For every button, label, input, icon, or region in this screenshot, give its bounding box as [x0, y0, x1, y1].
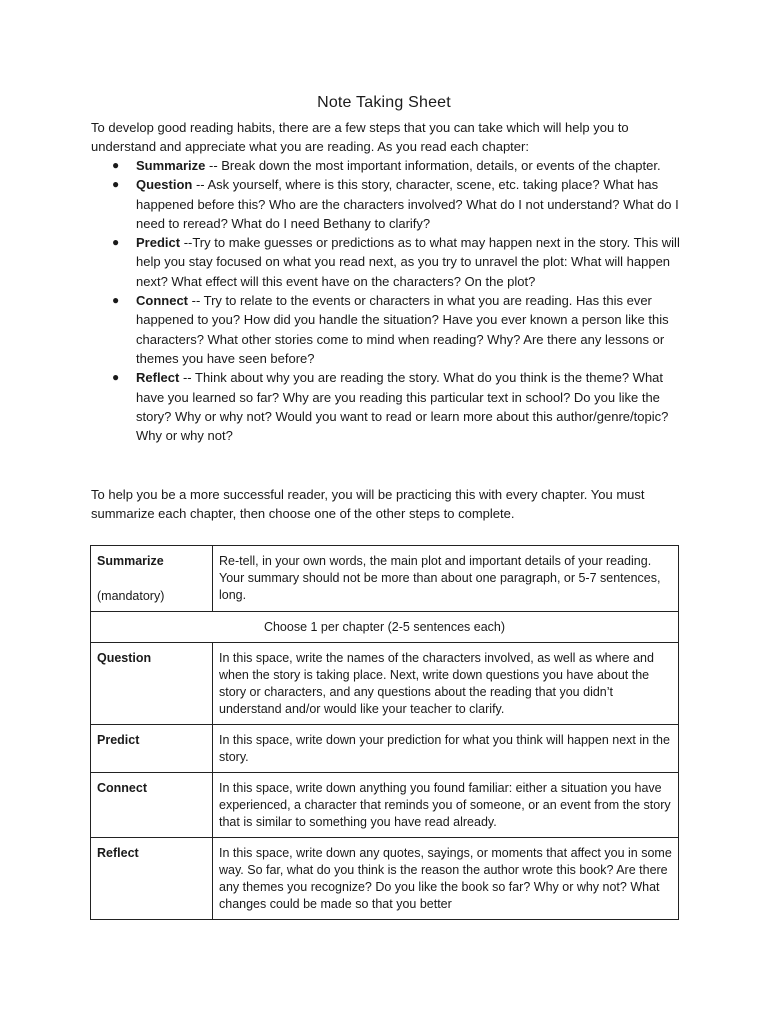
row-label: Question — [91, 643, 213, 725]
row-text-cell: In this space, write the names of the characters involved, as well as where and when the story is taking place. Next, write down questions you have about the story or characters, and any questions about the reading that you didn’t understand and/or would like your teacher to clarify. — [213, 643, 679, 725]
bullet-icon: ● — [112, 158, 120, 172]
note-table — [90, 545, 679, 920]
row-text-cell: In this space, write down any quotes, sayings, or moments that affect you in some way. So far, what do you think is the reason the author wrote this book? Are there any themes you recognize? Do you like the book so far? Why or why not? What changes could be made so that you better — [213, 838, 679, 920]
step-term: Predict — [136, 235, 181, 251]
row-label: Reflect — [91, 838, 213, 920]
step-text: -- Think about why you are reading the story. What do you think is the theme? What have you learned so far? Why are you reading this particular text in school? Do you like the story? Why or why not? Would you want to read or learn more about this author/genre/topic? Why or why not? — [136, 370, 669, 444]
table-row — [91, 773, 679, 838]
row-text-cell: In this space, write down anything you found familiar: either a situation you have experienced, a character that reminds you of someone, or an event from the story that is similar to something you have read already. — [213, 773, 679, 838]
bullet-icon: ● — [112, 293, 120, 308]
mandatory-note: (mandatory) — [97, 589, 165, 603]
step-text: --Try to make guesses or predictions as to what may happen next in the story. This will help you stay focused on what you read next, as you try to unravel the plot: What will happen next? What effect will this event have on the characters? On the plot? — [136, 235, 680, 289]
table-row — [91, 546, 679, 612]
list-item — [91, 175, 691, 233]
row-text-cell: In this space, write down your prediction for what you think will happen next in the story. — [213, 725, 679, 773]
intro-paragraph: To develop good reading habits, there are a few steps that you can take which will help you to understand and appreciate what you are reading. As you read each chapter: — [91, 120, 629, 155]
table-row — [91, 643, 679, 725]
bullet-icon: ● — [112, 235, 120, 250]
page-title: Note Taking Sheet — [317, 94, 451, 111]
step-term: Summarize — [136, 158, 206, 173]
step-text: -- Ask yourself, where is this story, character, scene, etc. taking place? What has happened before this? Who are the characters involved? What do I not understand? What do I need to reread? What do I need Bethany to clarify? — [136, 177, 679, 231]
step-term: Question — [136, 177, 193, 193]
row-text-cell: Re-tell, in your own words, the main plot and important details of your reading. Your summary should not be more than about one paragraph, or 5-7 sentences, long. — [213, 546, 679, 612]
row-label-cell — [91, 546, 213, 612]
step-text: -- Try to relate to the events or characters in what you are reading. Has this ever happened to you? How did you handle the situation? Have you ever known a person like this characters? What other stories come to mind when reading? Why? Are there any lessons or themes you have seen before? — [136, 293, 669, 366]
table-row — [91, 612, 679, 643]
row-label: Summarize — [97, 554, 164, 568]
table-row — [91, 725, 679, 773]
choose-instruction-cell: Choose 1 per chapter (2-5 sentences each) — [91, 612, 679, 643]
bullet-icon: ● — [112, 177, 120, 192]
list-item — [91, 291, 691, 368]
list-item — [91, 156, 691, 175]
instructions-paragraph: To help you be a more successful reader, you will be practicing this with every chapter. You must summarize each chapter, then choose one of the other steps to complete. — [91, 487, 645, 522]
bullet-icon: ● — [112, 370, 120, 385]
row-label: Connect — [91, 773, 213, 838]
steps-list — [91, 156, 691, 445]
list-item — [91, 368, 691, 445]
row-label: Predict — [91, 725, 213, 773]
step-text: -- Break down the most important information, details, or events of the chapter. — [205, 158, 661, 173]
list-item — [91, 233, 691, 291]
step-term: Reflect — [136, 370, 180, 386]
step-term: Connect — [136, 293, 188, 309]
table-row — [91, 838, 679, 920]
